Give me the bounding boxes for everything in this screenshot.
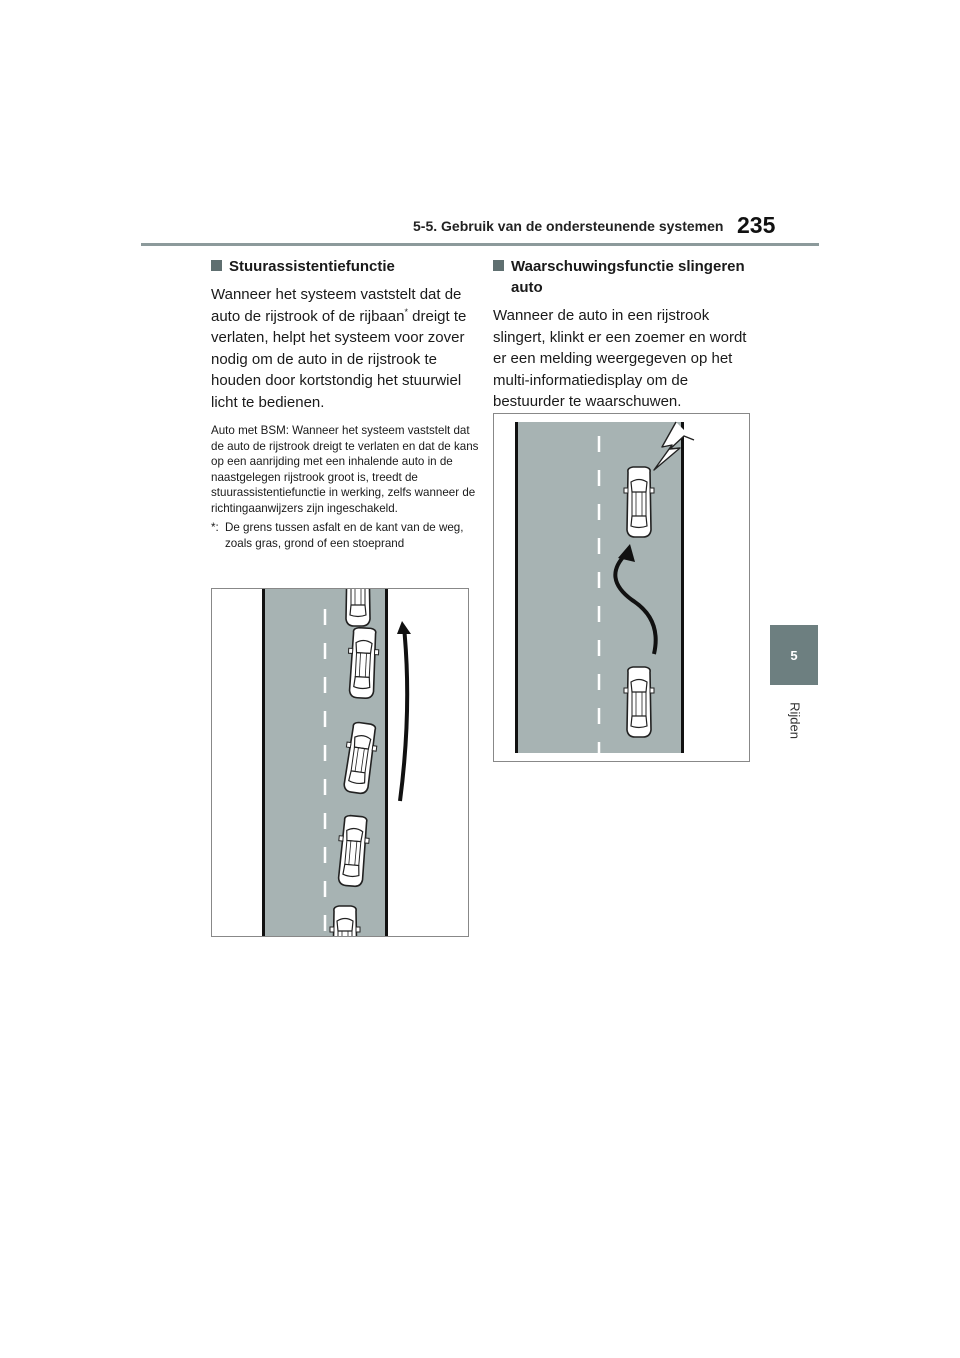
square-bullet-icon [493,260,504,271]
steering-assist-illustration [211,588,469,937]
car [624,667,654,737]
footnote-mark: *: [211,521,219,534]
left-column [211,256,481,551]
footnote-text: De grens tussen asfalt en de kant van de weg, zoals gras, grond of een stoeprand [225,521,464,550]
car [330,906,360,936]
footnote-reference: * [404,306,408,317]
sway-warning-description: Wanneer de auto in een rijstrook slingert, klinkt er een zoemer en wordt er een melding weergegeven op het multi-informatiedisplay om de bestuurder te waarschuwen. [493,307,747,410]
chapter-tab: 5 [770,625,818,685]
right-column [493,256,763,423]
bsm-note: Auto met BSM: Wanneer het systeem vaststelt dat de auto de rijstrook dreigt te verlaten en dat de kans op een aanrijding met een inhalende auto in de naastgelegen rijstrook groot is, treedt de stuurassistentiefunctie in werking, zelfs wanneer de richtingaanwijzers zijn ingeschakeld. [211,424,479,515]
correction-arrow-icon [400,627,407,801]
arrow-head [397,621,411,634]
header-rule [141,243,819,246]
sway-warning-svg [494,414,749,761]
steering-assist-description [211,284,481,413]
road-edge-right [385,589,388,936]
car [624,467,654,537]
road-edge-right [681,422,684,753]
square-bullet-icon [211,260,222,271]
body-text-part: dreigt te verlaten, helpt het systeem voor zover nodig om de auto in de rijstrook te houden door kortstondig het stuurwiel licht te bedienen. [211,307,467,411]
road-edge-left [515,422,518,753]
road-edge-left [262,589,265,936]
heading-text: Waarschuwingsfunctie slingeren auto [511,258,745,296]
header-section-title: 5-5. Gebruik van de ondersteunende systemen [413,218,724,234]
heading-text: Stuurassistentiefunctie [229,258,395,275]
page-number: 235 [737,212,776,238]
sway-warning-heading [493,256,763,298]
body-text-part: Wanneer het systeem vaststelt dat de auto de rijstrook of de rijbaan [211,286,462,325]
car [343,589,373,626]
footnote [211,520,481,551]
steering-assist-heading [211,256,481,277]
sway-warning-illustration [493,413,750,762]
steering-assist-svg [212,589,468,936]
chapter-label: Rijden [787,702,803,739]
